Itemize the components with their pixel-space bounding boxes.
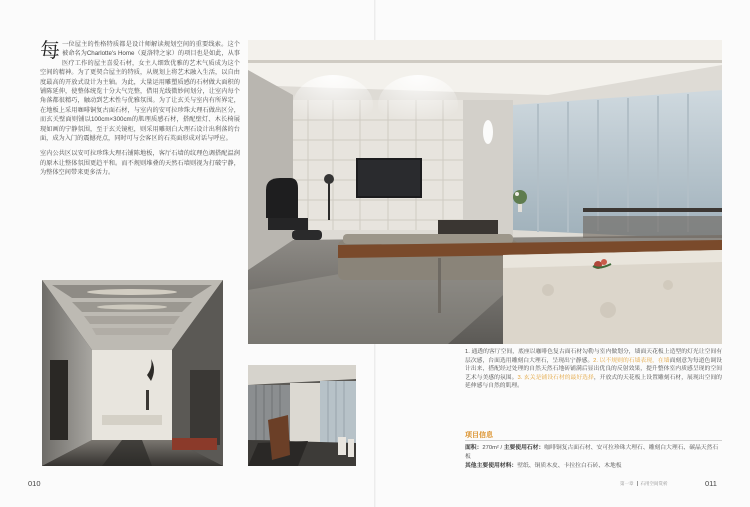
photo-caption bbox=[465, 348, 722, 391]
main-stone-value: 咖啡铜复古面石材、安可拉珍珠大理石、雕刻白大理石、碳晶天然石板 bbox=[465, 445, 719, 460]
running-head-divider bbox=[637, 481, 638, 486]
other-materials-label: 其他主要使用材料： bbox=[465, 463, 518, 469]
intro-paragraph-2: 室内公共区以安可拉珍珠大理石铺陈地板，客厅石墙的纹理色调搭配温润的原木让整体氛围更趋平和。而不规则堆叠的天然石墙则视为打破宁静，为整体空间带来更多活力。 bbox=[40, 150, 240, 177]
caption-text-1: 1. 通透的客厅空间，底座以咖啡色复古面石材勾勒与室内做划分，墙面天花板上造型的灯光让空间有层次感，台面选用雕刻白大理石，呈现出宁静感。 bbox=[465, 349, 722, 364]
running-head-chapter: 第一章 bbox=[620, 481, 634, 486]
other-materials-value: 壁纸、铜质木皮、卡拉拉白石砖、木地板 bbox=[517, 463, 622, 469]
drop-cap: 每 bbox=[40, 38, 60, 62]
caption-text-3: ，开放式的天花板上设置雕刻石材，展现出空间的延伸感与自然的肌理。 bbox=[465, 374, 722, 390]
running-head bbox=[620, 481, 668, 487]
page-number-left: 010 bbox=[28, 479, 41, 488]
caption-highlight-1: 2. 以不规则的石墙表现，在墙 bbox=[593, 357, 670, 364]
project-info-divider bbox=[465, 440, 722, 441]
main-stone-label: 主要使用石材： bbox=[503, 445, 545, 451]
entrance-corridor-photo bbox=[42, 280, 223, 466]
intro-paragraph-1: 一位屋主的性格特质都是设计师解读规划空间的重要线索。这个被命名为Charlotte's Home（夏洛特之家）的项目也是如此，从事医疗工作的屋主喜爱石材，女主人细致优雅的艺术气质成为这个空间的精神。为了更契合屋主的特质，从规划上将艺术融入生活，以自由度最高的开放式设计为主轴。为此，大量运用雕塑质感的石材做大面积的铺陈延伸，使整体统览十分大气完整，借用光线微妙间划分，让室内每个角落都很精巧，触动到艺术性与优雅氛围。为了让玄关与室内有所界定，在地板上采用咖啡铜复古面石材，与室内的安可拉珍珠大理石做出区分，而玄关壁面则铺以100cm×300cm的肌理质感石材，搭配壁灯、木长椅展现如画的宁静氛围，至于玄关镜柜，则采用雕刻白大理石设计出利落的台面，成为入门的震撼亮点，同时可与会客区的石英面形成对话与呼应。 bbox=[40, 41, 240, 143]
area-label: 面积： bbox=[465, 445, 483, 451]
page-number-right: 011 bbox=[705, 479, 717, 488]
living-room-photo bbox=[248, 40, 722, 344]
caption-text-2: 面刻意为每道色调设计出来，搭配经过处理的自然天然石地砖铺满后显出优良的反射效果，提升整体室内质感呈现的空间艺术与美感的氛围。 bbox=[465, 357, 722, 381]
info-separator: / bbox=[498, 445, 504, 451]
intro-text bbox=[40, 40, 240, 184]
caption-highlight-2: 3. 玄关是铺设石材的最好选择 bbox=[517, 374, 594, 381]
dining-view-photo bbox=[248, 365, 356, 466]
project-info-title: 项目信息 bbox=[465, 432, 493, 439]
running-head-section: 石用空间赏析 bbox=[640, 481, 668, 486]
project-info-body bbox=[465, 444, 722, 471]
area-value: 270m² bbox=[482, 445, 499, 451]
